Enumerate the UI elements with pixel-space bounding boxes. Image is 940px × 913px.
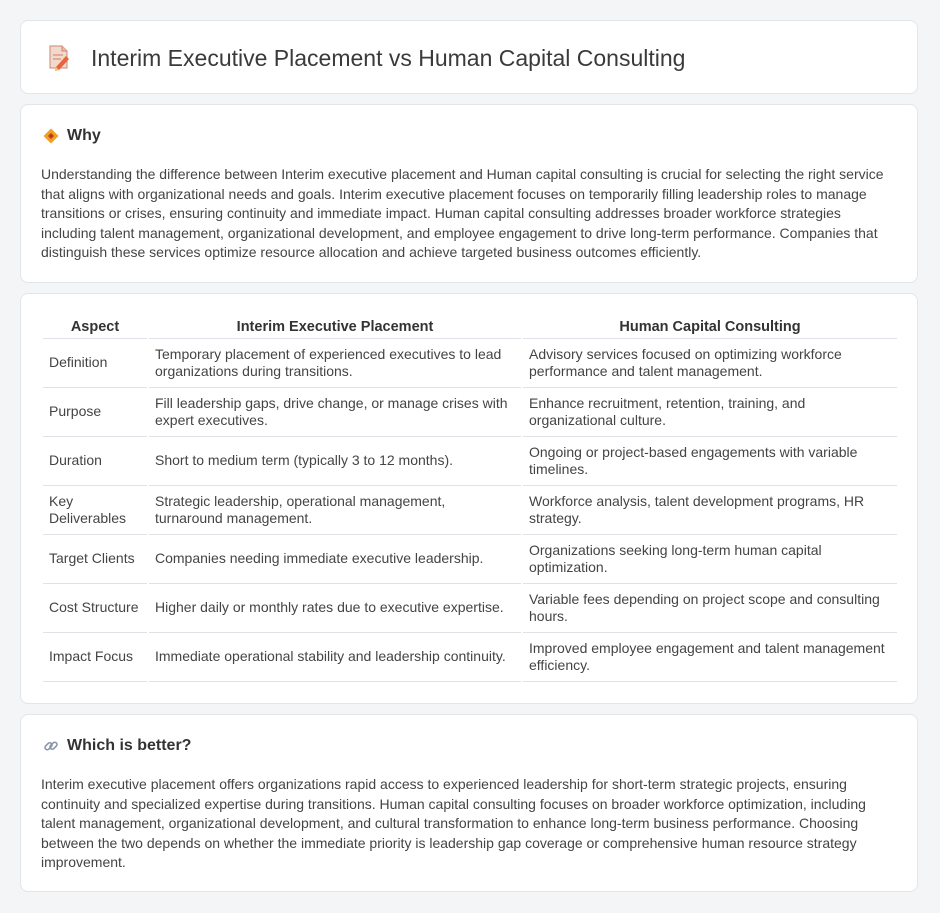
cell-interim: Strategic leadership, operational management, turnaround management. bbox=[149, 486, 521, 535]
title-card bbox=[20, 20, 918, 94]
cell-aspect: Key Deliverables bbox=[43, 486, 147, 535]
header-interim: Interim Executive Placement bbox=[149, 316, 521, 339]
table-row bbox=[43, 388, 897, 437]
table-row bbox=[43, 486, 897, 535]
better-header bbox=[43, 737, 191, 755]
cell-interim: Companies needing immediate executive leadership. bbox=[149, 535, 521, 584]
cell-aspect: Target Clients bbox=[43, 535, 147, 584]
table-row bbox=[43, 437, 897, 486]
which-is-better-section bbox=[20, 714, 918, 892]
better-title: Which is better? bbox=[67, 737, 192, 754]
table-row bbox=[43, 584, 897, 633]
why-text: Understanding the difference between Interim executive placement and Human capital consulting is crucial for selecting the right service that aligns with organizational needs and goals. Interim executive placement focuses on temporarily filling leadership roles to manage transitions or crises, ensuring continuity and immediate impact. Human capital consulting addresses broader workforce strategies including talent management, organizational development, and employee engagement to drive long-term performance. Companies that distinguish these services optimize resource allocation and achieve targeted business outcomes efficiently. bbox=[41, 166, 884, 261]
document-pen-icon bbox=[47, 44, 71, 72]
why-section bbox=[20, 104, 918, 283]
cell-interim: Immediate operational stability and leadership continuity. bbox=[149, 633, 521, 682]
cell-aspect: Duration bbox=[43, 437, 147, 486]
cell-interim: Short to medium term (typically 3 to 12 months). bbox=[149, 437, 521, 486]
cell-aspect: Cost Structure bbox=[43, 584, 147, 633]
cell-human-capital: Advisory services focused on optimizing workforce performance and talent management. bbox=[523, 339, 897, 388]
cell-aspect: Impact Focus bbox=[43, 633, 147, 682]
better-text: Interim executive placement offers organizations rapid access to experienced leadership for short-term strategic projects, ensuring continuity and specialized expertise during transitions. Human capital consulting focuses on broader workforce optimization, including talent management, organizational development, and cultural transformation to enhance long-term business performance. Choosing between the two depends on whether the immediate priority is leadership gap coverage or comprehensive human resource strategy improvement. bbox=[41, 776, 866, 871]
cell-interim: Temporary placement of experienced executives to lead organizations during transitions. bbox=[149, 339, 521, 388]
cell-human-capital: Ongoing or project-based engagements with variable timelines. bbox=[523, 437, 897, 486]
page-title: Interim Executive Placement vs Human Capital Consulting bbox=[91, 45, 686, 71]
why-title: Why bbox=[67, 127, 101, 144]
comparison-section bbox=[20, 293, 918, 704]
cell-human-capital: Workforce analysis, talent development programs, HR strategy. bbox=[523, 486, 897, 535]
header-aspect: Aspect bbox=[43, 316, 147, 339]
cell-interim: Fill leadership gaps, drive change, or manage crises with expert executives. bbox=[149, 388, 521, 437]
diamond-sign-icon bbox=[43, 128, 59, 144]
cell-human-capital: Organizations seeking long-term human capital optimization. bbox=[523, 535, 897, 584]
table-row bbox=[43, 535, 897, 584]
link-icon bbox=[43, 738, 59, 754]
table-row bbox=[43, 633, 897, 682]
cell-human-capital: Variable fees depending on project scope and consulting hours. bbox=[523, 584, 897, 633]
table-row bbox=[43, 339, 897, 388]
cell-interim: Higher daily or monthly rates due to executive expertise. bbox=[149, 584, 521, 633]
header-human-capital: Human Capital Consulting bbox=[523, 316, 897, 339]
comparison-table bbox=[41, 316, 899, 682]
why-header bbox=[43, 127, 101, 145]
cell-human-capital: Improved employee engagement and talent management efficiency. bbox=[523, 633, 897, 682]
cell-aspect: Definition bbox=[43, 339, 147, 388]
cell-aspect: Purpose bbox=[43, 388, 147, 437]
table-header-row bbox=[43, 316, 897, 339]
title-row bbox=[47, 43, 685, 73]
cell-human-capital: Enhance recruitment, retention, training, and organizational culture. bbox=[523, 388, 897, 437]
